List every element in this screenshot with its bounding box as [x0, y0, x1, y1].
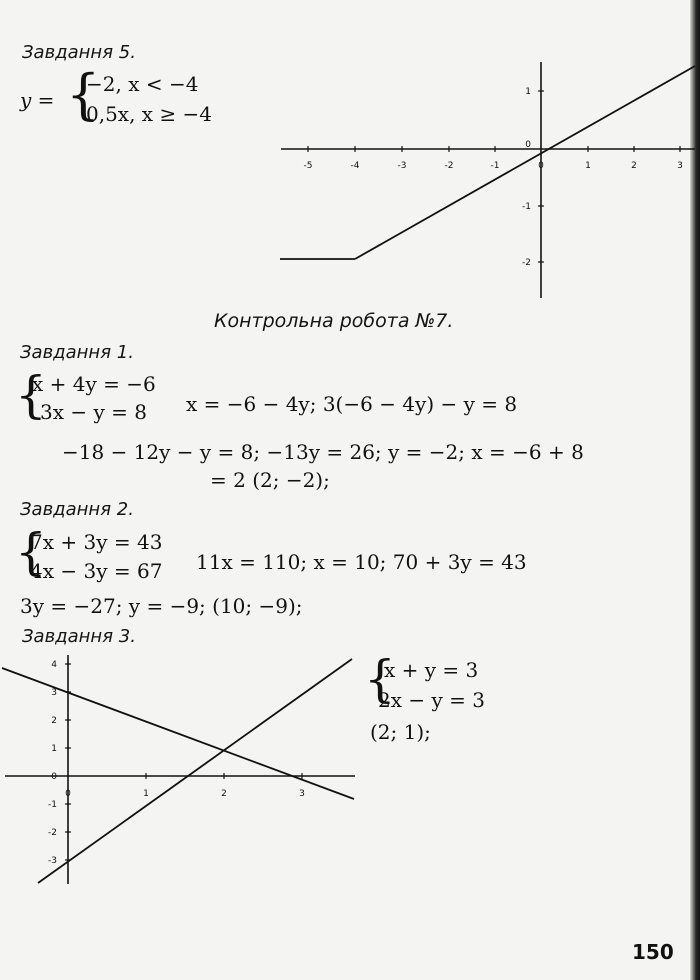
graph2-y-tick-label: 1	[51, 744, 57, 754]
graph2-y-tick-label: -3	[48, 856, 57, 866]
graph1-x-tick-label: 1	[585, 161, 591, 171]
task3-answer: (2; 1);	[370, 720, 431, 744]
graph2-y-tick-label: -2	[48, 828, 57, 838]
graph2-y-tick-label: 0	[51, 772, 57, 782]
test-title: Контрольна робота №7.	[214, 310, 454, 332]
graph-piecewise	[276, 60, 696, 300]
graph1-y-tick-label: -1	[522, 202, 531, 212]
graph2-y-tick-label: -1	[48, 800, 57, 810]
task5-y-label: y =	[20, 88, 55, 112]
task5-case1: −2, x < −4	[86, 72, 199, 96]
task3-brace: {	[364, 650, 396, 708]
task2-eq2: 4x − 3y = 67	[30, 559, 163, 583]
task2-heading: Завдання 2.	[20, 499, 134, 520]
task5-case2: 0,5x, x ≥ −4	[86, 102, 213, 126]
task3-eq2: 2x − y = 3	[378, 688, 485, 712]
graph1-x-tick-label: -4	[350, 161, 360, 171]
task2-step-a: 11x = 110; x = 10; 70 + 3y = 43	[196, 550, 527, 574]
task1-step-c: = 2 (2; −2);	[210, 468, 330, 492]
graph2-x-tick-label: 3	[299, 789, 305, 799]
task2-eq1: 7x + 3y = 43	[30, 530, 163, 554]
graph1-x-tick-label: -3	[397, 161, 407, 171]
graph2-x-tick-label: 0	[65, 789, 71, 799]
graph1-y-tick-label: 1	[525, 87, 531, 97]
graph2-y-tick-label: 4	[51, 660, 57, 670]
graph1-y-tick-label: 0	[525, 140, 531, 150]
task1-heading: Завдання 1.	[20, 342, 134, 363]
task3-heading: Завдання 3.	[22, 626, 136, 647]
task5-heading: Завдання 5.	[22, 42, 136, 63]
graph1-x-tick-label: -5	[303, 161, 313, 171]
graph2-y-tick-label: 3	[51, 688, 57, 698]
task1-eq2: 3x − y = 8	[40, 400, 147, 424]
graph2-x-tick-label: 1	[143, 789, 149, 799]
graph1-x-tick-label: 3	[677, 161, 683, 171]
graph1-y-tick-label: -2	[522, 258, 531, 268]
task2-step-b: 3y = −27; y = −9; (10; −9);	[20, 594, 303, 618]
task1-step-b: −18 − 12y − y = 8; −13y = 26; y = −2; x = −6 + 8	[62, 440, 584, 464]
graph1-x-tick-label: -2	[444, 161, 454, 171]
task1-eq1: x + 4y = −6	[32, 372, 156, 396]
graph2-line-2x-minus-y-eq-3	[38, 659, 352, 883]
graph1-x-tick-label: 2	[631, 161, 637, 171]
task2-brace: {	[15, 523, 47, 581]
task5-brace: {	[66, 63, 101, 126]
task3-eq1: x + y = 3	[384, 658, 479, 682]
task1-brace: {	[15, 366, 47, 424]
graph2-x-tick-label: 2	[221, 789, 227, 799]
task1-step-a: x = −6 − 4y; 3(−6 − 4y) − y = 8	[186, 392, 518, 416]
page-number: 150	[632, 940, 674, 964]
graph1-x-tick-label: 0	[538, 161, 544, 171]
graph1-x-tick-label: -1	[490, 161, 500, 171]
graph2-y-tick-label: 2	[51, 716, 57, 726]
graph-linear-system	[0, 640, 370, 890]
